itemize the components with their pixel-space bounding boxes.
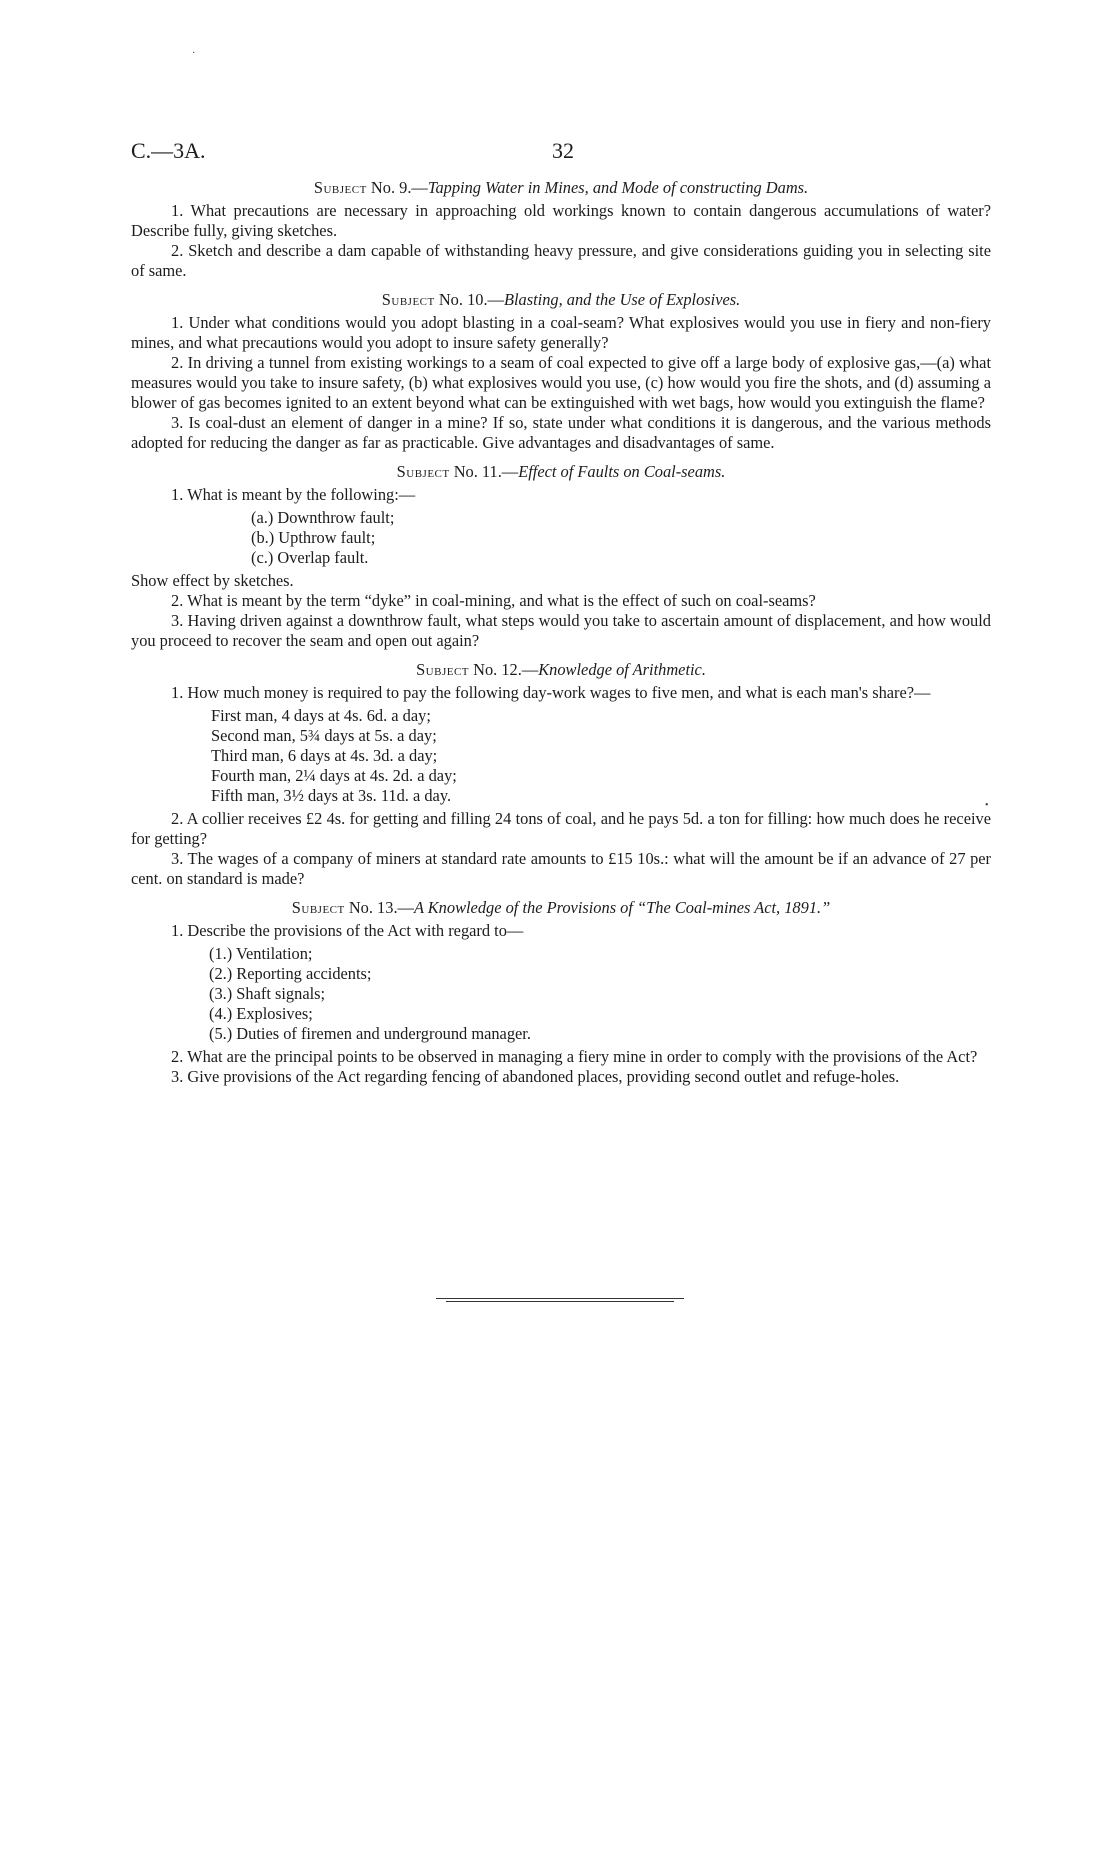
subject-title: Effect of Faults on Coal-seams. bbox=[518, 462, 726, 481]
subject-label: Subject bbox=[396, 462, 450, 481]
question-continuation: Show effect by sketches. bbox=[131, 571, 294, 590]
question: 1. What is meant by the following:— bbox=[171, 485, 416, 504]
subject-label: Subject bbox=[416, 660, 470, 679]
question: 1. What precautions are necessary in approaching old workings known to contain dangerous accumulations of water? Describe fully, giving sketches. bbox=[131, 201, 991, 240]
closing-rule bbox=[446, 1301, 674, 1302]
question: 1. Describe the provisions of the Act with regard to— bbox=[171, 921, 524, 940]
list-item: (4.) Explosives; bbox=[209, 1004, 313, 1023]
subject-title: A Knowledge of the Provisions of “The Coal-mines Act, 1891.” bbox=[413, 898, 831, 917]
question: 1. Under what conditions would you adopt blasting in a coal-seam? What explosives would you use in fiery and non-fiery mines, and what precautions would you adopt to insure safety generally? bbox=[131, 313, 991, 352]
closing-rule bbox=[436, 1298, 684, 1299]
question: 2. What is meant by the term “dyke” in coal-mining, and what is the effect of such on coal-seams? bbox=[171, 591, 816, 610]
subject-11-heading bbox=[131, 462, 991, 482]
question: 2. Sketch and describe a dam capable of withstanding heavy pressure, and give considerations guiding you in selecting site of same. bbox=[131, 241, 991, 280]
list-item: Fourth man, 2¼ days at 4s. 2d. a day; bbox=[211, 766, 457, 785]
subject-label: Subject bbox=[291, 898, 345, 917]
question: 2. In driving a tunnel from existing workings to a seam of coal expected to give off a large body of explosive gas,—(a) what measures would you take to insure safety, (b) what explosives would you use, (c) how would you fire the shots, and (d) assuming a blower of gas becomes ignited to an extent beyond what can be extinguished with wet bags, how would you extinguish the flame? bbox=[131, 353, 991, 412]
subject-number: No. 13.— bbox=[348, 898, 414, 917]
question: 3. The wages of a company of miners at standard rate amounts to £15 10s.: what will the amount be if an advance of 27 per cent. on standard is made? bbox=[131, 849, 991, 888]
subject-13-heading bbox=[131, 898, 991, 918]
subject-10-heading bbox=[131, 290, 991, 310]
list-item: (c.) Overlap fault. bbox=[251, 548, 369, 567]
wages-list bbox=[131, 706, 991, 806]
subject-title: Knowledge of Arithmetic. bbox=[538, 660, 706, 679]
list-item: (b.) Upthrow fault; bbox=[251, 528, 376, 547]
list-item: (5.) Duties of firemen and underground manager. bbox=[209, 1024, 531, 1043]
subject-title: Tapping Water in Mines, and Mode of constructing Dams. bbox=[427, 178, 809, 197]
fault-list bbox=[131, 508, 991, 568]
subject-number: No. 11.— bbox=[453, 462, 519, 481]
subject-label: Subject bbox=[313, 178, 367, 197]
list-item: (2.) Reporting accidents; bbox=[209, 964, 372, 983]
question: 3. Having driven against a downthrow fault, what steps would you take to ascertain amount of displacement, and how would you proceed to recover the seam and open out again? bbox=[131, 611, 991, 650]
question: 2. What are the principal points to be observed in managing a fiery mine in order to comply with the provisions of the Act? bbox=[171, 1047, 978, 1066]
list-item: Third man, 6 days at 4s. 3d. a day; bbox=[211, 746, 438, 765]
list-item: (3.) Shaft signals; bbox=[209, 984, 326, 1003]
question: 3. Is coal-dust an element of danger in a mine? If so, state under what conditions it is dangerous, and the various methods adopted for reducing the danger as far as practicable. Give advantages and disadvantages of same. bbox=[131, 413, 991, 452]
question: 1. How much money is required to pay the following day-work wages to five men, and what is each man's share?— bbox=[171, 683, 931, 702]
question: 2. A collier receives £2 4s. for getting and filling 24 tons of coal, and he pays 5d. a ton for filling: how much does he receive for getting? bbox=[131, 809, 991, 848]
list-item: Fifth man, 3½ days at 3s. 11d. a day. bbox=[211, 786, 452, 805]
list-item: First man, 4 days at 4s. 6d. a day; bbox=[211, 706, 431, 725]
list-item: (1.) Ventilation; bbox=[209, 944, 313, 963]
subject-number: No. 9.— bbox=[370, 178, 428, 197]
question: 3. Give provisions of the Act regarding fencing of abandoned places, providing second outlet and refuge-holes. bbox=[171, 1067, 900, 1086]
subject-9-heading bbox=[131, 178, 991, 198]
provisions-list bbox=[131, 944, 991, 1044]
document-body bbox=[131, 178, 991, 1087]
subject-label: Subject bbox=[381, 290, 435, 309]
subject-number: No. 10.— bbox=[438, 290, 504, 309]
subject-12-heading bbox=[131, 660, 991, 680]
page-header bbox=[131, 138, 991, 168]
list-item: Second man, 5¾ days at 5s. a day; bbox=[211, 726, 437, 745]
subject-title: Blasting, and the Use of Explosives. bbox=[503, 290, 741, 309]
subject-number: No. 12.— bbox=[473, 660, 539, 679]
paper-reference: C.—3A. bbox=[131, 138, 206, 163]
scan-speck: · bbox=[192, 48, 196, 59]
scan-speck: • bbox=[985, 800, 989, 811]
page-number: 32 bbox=[552, 138, 574, 163]
list-item: (a.) Downthrow fault; bbox=[251, 508, 395, 527]
